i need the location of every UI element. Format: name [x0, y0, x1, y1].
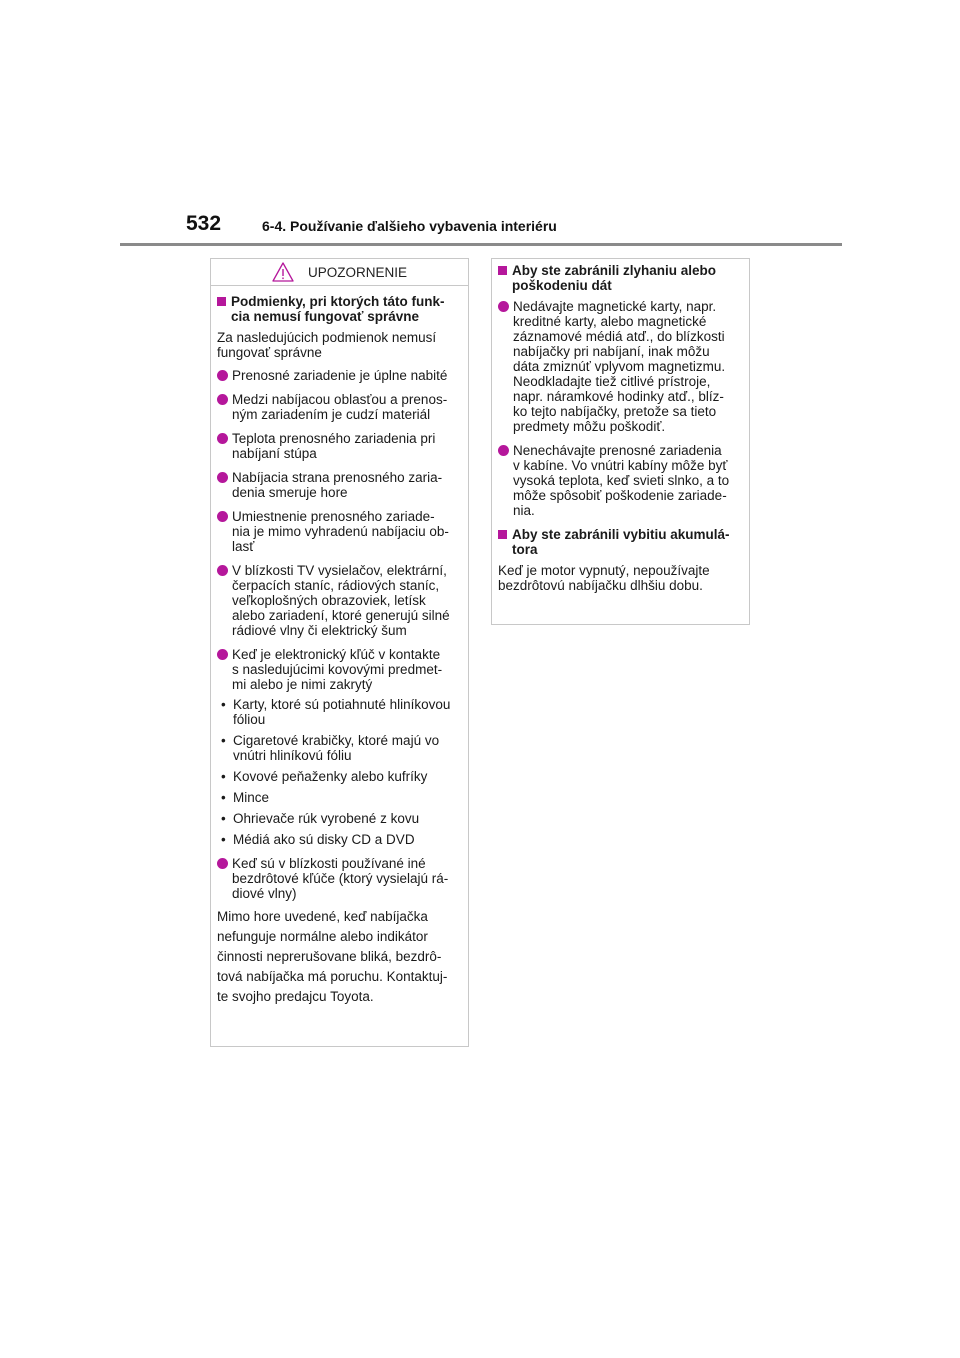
- header-divider: [120, 243, 842, 246]
- list-item-text: Medzi nabíjacou oblasťou a prenos- ným zariadením je cudzí materiál: [232, 392, 448, 422]
- notice-heading-text: Aby ste zabránili vybitiu akumulá- tora: [512, 527, 730, 557]
- list-item-text: Nenechávajte prenosné zariadenia v kabíne. Vo vnútri kabíny môže byť vysoká teplota, keď svieti slnko, a to môže spôsobiť poškodenie zariade- nia.: [513, 443, 730, 518]
- circle-bullet-icon: [217, 433, 228, 444]
- warning-triangle-icon: [272, 262, 294, 282]
- list-item-text: Prenosné zariadenie je úplne nabité: [232, 368, 448, 383]
- square-bullet-icon: [498, 266, 507, 275]
- notice-box: [491, 258, 750, 625]
- warning-heading-text: Podmienky, pri ktorých táto funk- cia nemusí fungovať správne: [231, 294, 445, 324]
- sub-bullet-marker: •: [221, 769, 226, 784]
- list-item: [498, 299, 743, 434]
- list-item: [217, 470, 462, 500]
- sub-list-item: [217, 811, 462, 826]
- notice-heading: [498, 263, 743, 293]
- list-item: [217, 563, 462, 638]
- circle-bullet-icon: [498, 445, 509, 456]
- notice-heading-text: Aby ste zabránili zlyhaniu alebo poškodeniu dát: [512, 263, 717, 293]
- sub-bullet-marker: •: [221, 790, 226, 805]
- circle-bullet-icon: [217, 370, 228, 381]
- circle-bullet-icon: [217, 394, 228, 405]
- sub-bullet-marker: •: [221, 697, 226, 712]
- circle-bullet-icon: [217, 858, 228, 869]
- sub-list-item-text: Cigaretové krabičky, ktoré majú vo vnútri hliníkovú fóliu: [233, 733, 440, 763]
- list-item-text: Nedávajte magnetické karty, napr. kreditné karty, alebo magnetické záznamové médiá atď., do blízkosti nabíjačky pri nabíjaní, inak môžu dáta zmiznúť vplyvom magnetizmu. Neodkladajte tiež citlivé prístroje, napr. náramkové hodinky atď., blíz- ko tejto nabíjačky, pretože sa tieto predmety môžu poškodiť.: [513, 299, 726, 434]
- list-item-text: Umiestnenie prenosného zariade- nia je mimo vyhradenú nabíjaciu ob- lasť: [232, 509, 449, 554]
- warning-intro: Za nasledujúcich podmienok nemusí fungovať správne: [217, 330, 437, 360]
- circle-bullet-icon: [217, 511, 228, 522]
- sub-list-item-text: Ohrievače rúk vyrobené z kovu: [233, 811, 420, 826]
- list-item: [217, 509, 462, 554]
- sub-bullet-marker: •: [221, 733, 226, 748]
- sub-bullet-marker: •: [221, 832, 226, 847]
- list-item-text: Keď je elektronický kľúč v kontakte s nasledujúcimi kovovými predmet- mi alebo je nimi zakrytý: [232, 647, 443, 692]
- sub-list-item-text: Mince: [233, 790, 270, 805]
- list-item-text: Nabíjacia strana prenosného zaria- denia smeruje hore: [232, 470, 443, 500]
- section-title: 6-4. Používanie ďalšieho vybavenia interiéru: [262, 218, 557, 234]
- sub-list-item: [217, 790, 462, 805]
- list-item-text: Keď sú v blízkosti používané iné bezdrôtové kľúče (ktorý vysielajú rá- diové vlny): [232, 856, 449, 901]
- list-item: [217, 856, 462, 901]
- list-item-text: Teplota prenosného zariadenia pri nabíjaní stúpa: [232, 431, 436, 461]
- warning-label: UPOZORNENIE: [307, 264, 407, 280]
- circle-bullet-icon: [498, 301, 509, 312]
- circle-bullet-icon: [217, 649, 228, 660]
- sub-bullet-marker: •: [221, 811, 226, 826]
- list-item: [217, 368, 462, 383]
- circle-bullet-icon: [217, 472, 228, 483]
- sub-list-item-text: Kovové peňaženky alebo kufríky: [233, 769, 428, 784]
- sub-list-item: [217, 697, 462, 727]
- warning-closing-text: Mimo hore uvedené, keď nabíjačka nefunguje normálne alebo indikátor činnosti neprerušovane bliká, bezdrô- tová nabíjačka má poruchu. Kontaktuj- te svojho predajcu Toyota.: [217, 909, 448, 1004]
- warning-box: [210, 258, 469, 1047]
- sub-list-item: [217, 769, 462, 784]
- list-item: [217, 431, 462, 461]
- page-number: 532: [186, 212, 222, 235]
- square-bullet-icon: [217, 297, 226, 306]
- list-item: [217, 647, 462, 692]
- warning-header: [211, 259, 468, 286]
- notice-text: Keď je motor vypnutý, nepoužívajte bezdrôtovú nabíjačku dlhšiu dobu.: [498, 563, 710, 593]
- square-bullet-icon: [498, 530, 507, 539]
- circle-bullet-icon: [217, 565, 228, 576]
- list-item: [217, 392, 462, 422]
- warning-heading: [217, 294, 462, 324]
- sub-list-item-text: Karty, ktoré sú potiahnuté hliníkovou fóliou: [233, 697, 451, 727]
- list-item: [498, 443, 743, 518]
- notice-heading: [498, 527, 743, 557]
- sub-list-item: [217, 832, 462, 847]
- sub-list-item: [217, 733, 462, 763]
- list-item-text: V blízkosti TV vysielačov, elektrární, čerpacích staníc, rádiových staníc, veľkoplošných obrazoviek, letísk alebo zariadení, ktoré generujú silné rádiové vlny či elektrický šum: [232, 563, 450, 638]
- sub-list-item-text: Médiá ako sú disky CD a DVD: [233, 832, 415, 847]
